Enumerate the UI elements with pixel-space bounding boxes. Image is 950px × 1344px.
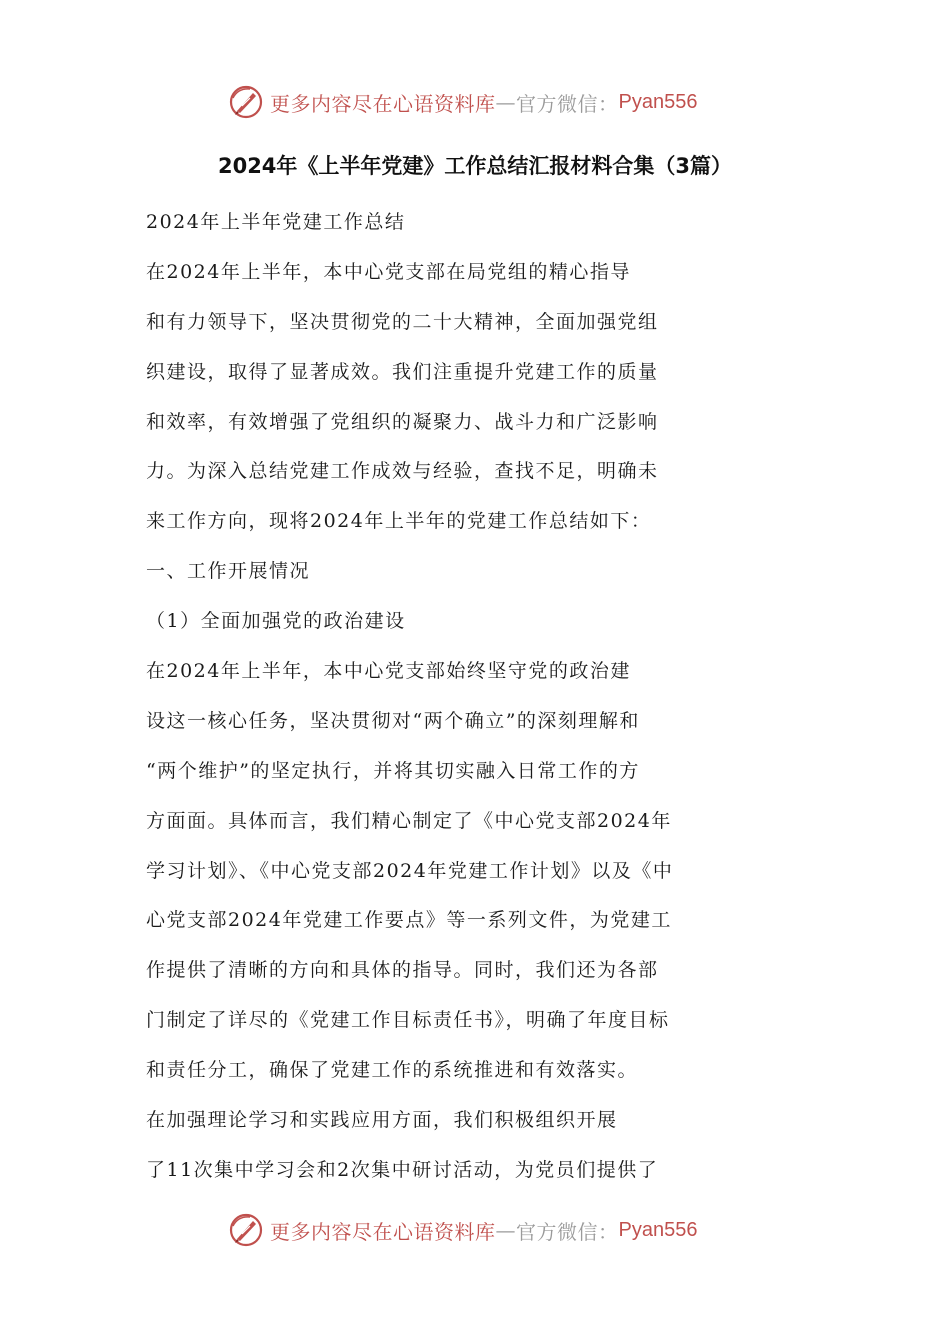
watermark-title: 更多内容尽在心语资料库 [270, 1219, 496, 1244]
paragraph-line: 和效率，有效增强了党组织的凝聚力、战斗力和广泛影响 [146, 410, 659, 433]
watermark-wechat-id: Pyan556 [618, 1218, 698, 1241]
paragraph-line: 门制定了详尽的《党建工作目标责任书》，明确了年度目标 [146, 1009, 670, 1032]
document-body [146, 198, 766, 1196]
paragraph-line: 在2024年上半年，本中心党支部在局党组的精心指导 [146, 260, 631, 283]
subsection-heading: （1）全面加强党的政治建设 [146, 610, 406, 633]
watermark-label: 官方微信： [516, 91, 619, 116]
paragraph-line: 心党支部2024年党建工作要点》等一系列文件，为党建工 [146, 909, 672, 932]
paragraph-line: 作提供了清晰的方向和具体的指导。同时，我们还为各部 [146, 959, 659, 982]
paragraph-line: 织建设，取得了显著成效。我们注重提升党建工作的质量 [146, 360, 659, 383]
paragraph-line: 方面面。具体而言，我们精心制定了《中心党支部2024年 [146, 809, 672, 832]
quill-pen-icon [228, 84, 264, 120]
paragraph-line: 和有力领导下，坚决贯彻党的二十大精神，全面加强党组 [146, 310, 659, 333]
paragraph-line: 力。为深入总结党建工作成效与经验，查找不足，明确未 [146, 460, 659, 483]
watermark-dash: — [495, 1218, 516, 1242]
paragraph-line: 在2024年上半年，本中心党支部始终坚守党的政治建 [146, 660, 631, 683]
paragraph-line: 学习计划》、《中心党支部2024年党建工作计划》以及《中 [146, 859, 674, 882]
document-title: 2024年《上半年党建》工作总结汇报材料合集（3篇） [217, 154, 733, 178]
watermark-wechat-id: Pyan556 [618, 90, 698, 113]
watermark-label: 官方微信： [516, 1219, 619, 1244]
subtitle: 2024年上半年党建工作总结 [146, 211, 406, 233]
section-heading: 一、工作开展情况 [146, 560, 311, 583]
paragraph-line: 在加强理论学习和实践应用方面，我们积极组织开展 [146, 1109, 618, 1132]
paragraph-line: 了11次集中学习会和2次集中研讨活动，为党员们提供了 [146, 1158, 659, 1181]
watermark-dash: — [495, 90, 516, 114]
watermark-title: 更多内容尽在心语资料库 [270, 91, 496, 116]
paragraph-line: 和责任分工，确保了党建工作的系统推进和有效落实。 [146, 1059, 639, 1082]
quill-pen-icon [228, 1212, 264, 1248]
paragraph-line: 设这一核心任务，坚决贯彻对“两个确立”的深刻理解和 [146, 709, 640, 732]
header-watermark [228, 82, 697, 122]
paragraph-line: 来工作方向，现将2024年上半年的党建工作总结如下： [146, 510, 652, 533]
footer-watermark [228, 1210, 697, 1250]
paragraph-line: “两个维护”的坚定执行，并将其切实融入日常工作的方 [146, 759, 640, 782]
